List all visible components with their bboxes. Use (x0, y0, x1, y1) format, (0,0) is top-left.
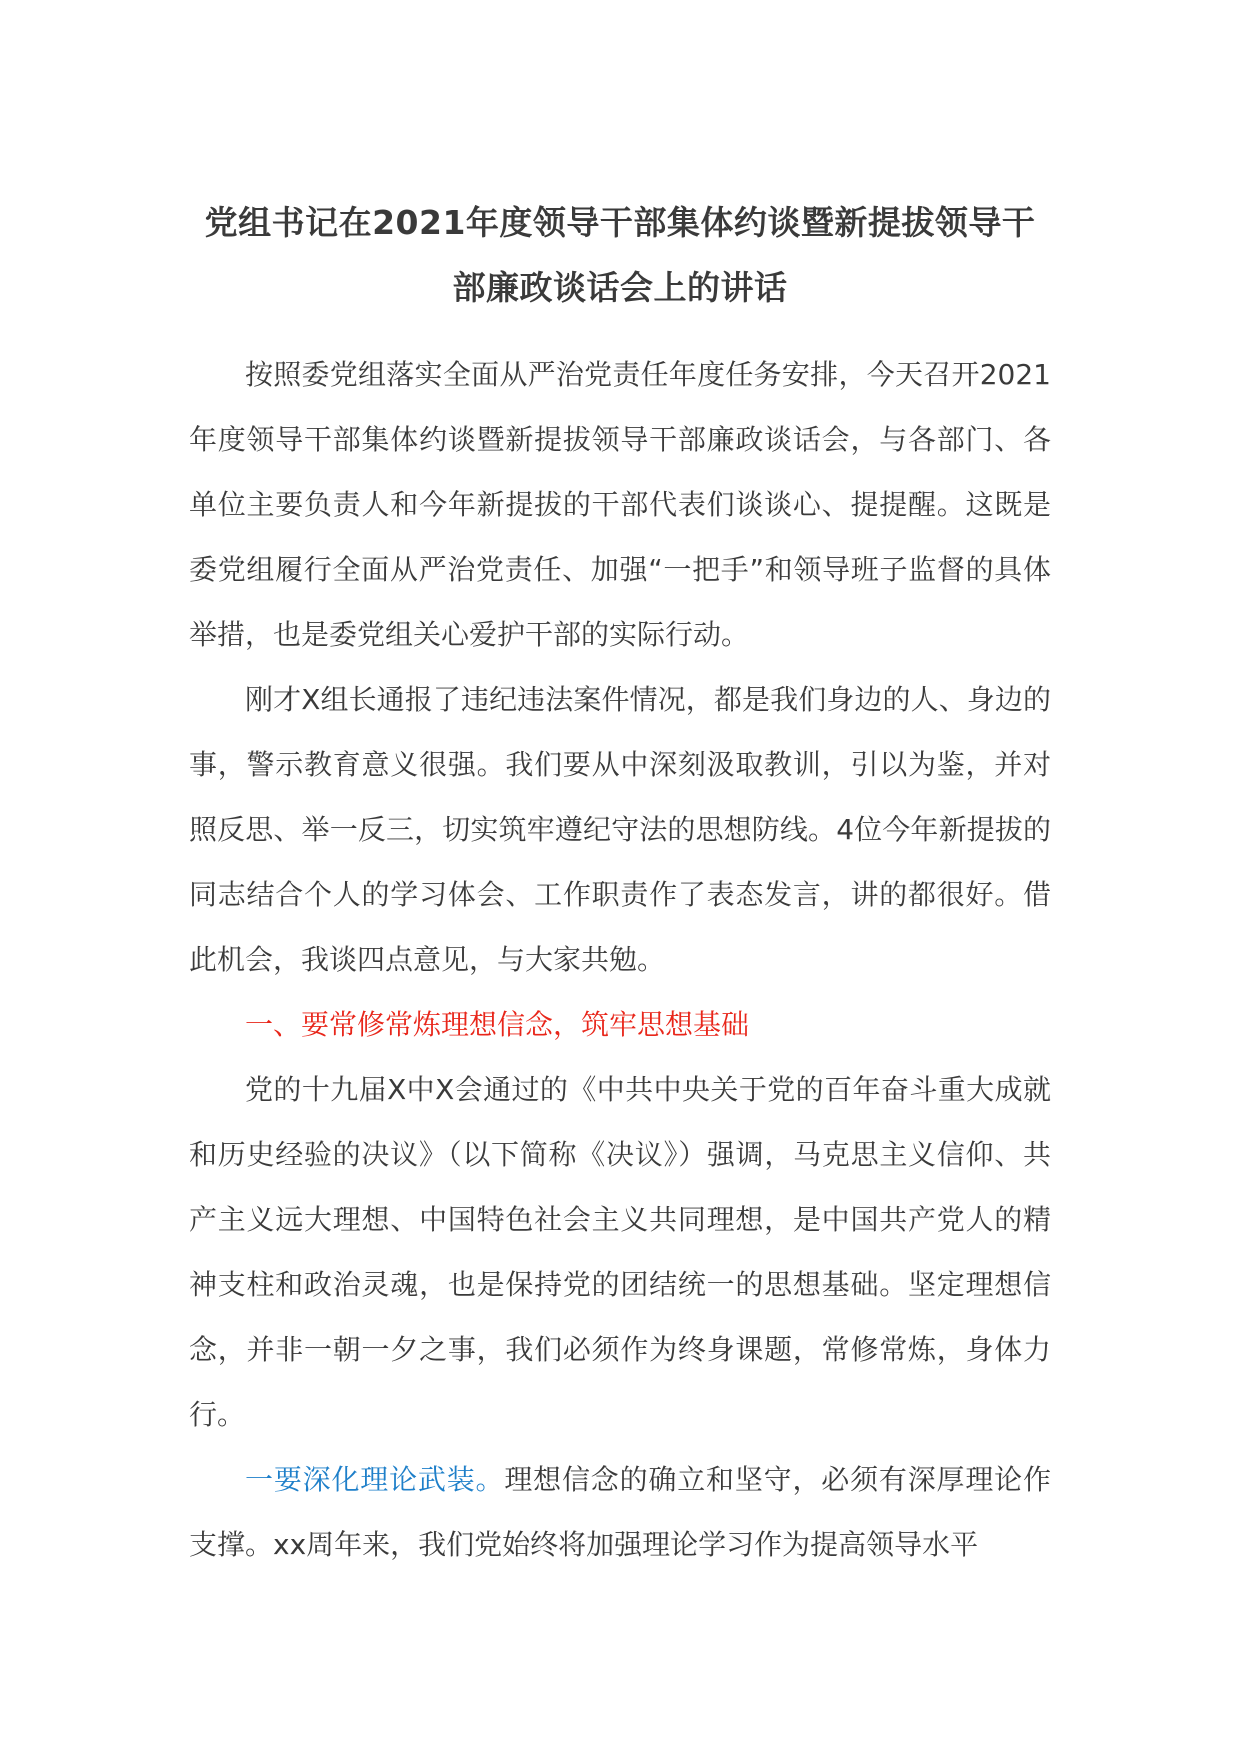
point-lead: 一要深化理论武装。 (245, 1463, 505, 1496)
context-paragraph: 刚才X组长通报了违纪违法案件情况，都是我们身边的人、身边的事，警示教育意义很强。我们要从中深刻汲取教训，引以为鉴，并对照反思、举一反三，切实筑牢遵纪守法的思想防线。4位今年新提拔的同志结合个人的学习体会、工作职责作了表态发言，讲的都很好。借此机会，我谈四点意见，与大家共勉。 (189, 683, 1051, 976)
section-paragraph: 党的十九届X中X会通过的《中共中央关于党的百年奋斗重大成就和历史经验的决议》（以下简称《决议》）强调，马克思主义信仰、共产主义远大理想、中国特色社会主义共同理想，是中国共产党人的精神支柱和政治灵魂，也是保持党的团结统一的思想基础。坚定理想信念，并非一朝一夕之事，我们必须作为终身课题，常修常炼，身体力行。 (189, 1073, 1051, 1431)
point-text: 理想信念的确立和坚守，必须有深厚理论作支撑。xx周年来，我们党始终将加强理论学习作为提高领导水平 (189, 1463, 1051, 1561)
document-title (189, 190, 1051, 320)
title-line-1: 党组书记在2021年度领导干部集体约谈暨新提拔领导干 (204, 203, 1036, 242)
point-paragraph (189, 1447, 1051, 1577)
document-page (189, 190, 1051, 1577)
title-line-2: 部廉政谈话会上的讲话 (452, 268, 788, 307)
document-body (189, 342, 1051, 1577)
intro-paragraph: 按照委党组落实全面从严治党责任年度任务安排，今天召开2021年度领导干部集体约谈暨新提拔领导干部廉政谈话会，与各部门、各单位主要负责人和今年新提拔的干部代表们谈谈心、提提醒。这既是委党组履行全面从严治党责任、加强“一把手”和领导班子监督的具体举措，也是委党组关心爱护干部的实际行动。 (189, 358, 1051, 651)
section-heading: 一、要常修常炼理想信念，筑牢思想基础 (245, 1008, 750, 1041)
